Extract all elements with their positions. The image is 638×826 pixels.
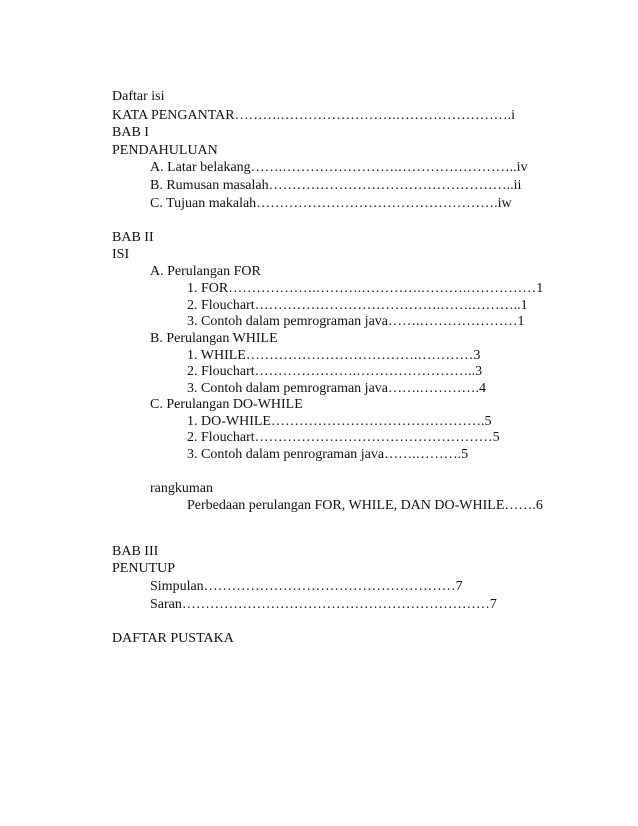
- toc-entry: Perbedaan perulangan FOR, WHILE, DAN DO-WHILE…….6: [187, 498, 543, 513]
- toc-entry: 3. Contoh dalam penrograman java…….……….5: [187, 447, 469, 462]
- daftar-pustaka: DAFTAR PUSTAKA: [112, 631, 234, 646]
- toc-entry: 1. WHILE……………………………….…………3: [187, 348, 481, 363]
- toc-entry: 3. Contoh dalam pemrograman java…….………….4: [187, 381, 486, 396]
- bab-1-title: PENDAHULUAN: [112, 143, 218, 158]
- toc-entry: Simpulan………………………………………………7: [150, 579, 463, 594]
- toc-entry: 1. FOR……………….……….………….……….……………1: [187, 281, 544, 296]
- bab-2-label: BAB II: [112, 230, 154, 245]
- bab-3-title: PENUTUP: [112, 561, 176, 576]
- toc-entry: 3. Contoh dalam pemrograman java…….…………………1: [187, 314, 525, 329]
- toc-entry: A. Latar belakang…….…………………….……………………..iv: [150, 160, 528, 175]
- toc-entry: C. Tujuan makalah…………………………………………….iw: [150, 196, 512, 211]
- section-title: C. Perulangan DO-WHILE: [150, 397, 303, 412]
- toc-entry: Saran…………………………………………………………7: [150, 597, 497, 612]
- toc-entry: 2. Flouchart………………………………….…….………..1: [187, 298, 528, 313]
- toc-entry-kata-pengantar: KATA PENGANTAR……….…………………….…………………….i: [112, 108, 515, 123]
- section-title: B. Perulangan WHILE: [150, 331, 278, 346]
- bab-1-label: BAB I: [112, 125, 149, 140]
- toc-heading: Daftar isi: [112, 89, 165, 104]
- section-title: rangkuman: [150, 481, 213, 496]
- section-title: A. Perulangan FOR: [150, 264, 261, 279]
- bab-2-title: ISI: [112, 247, 130, 262]
- bab-3-label: BAB III: [112, 544, 159, 559]
- toc-entry: 1. DO-WHILE……………………………………….5: [187, 414, 492, 429]
- toc-entry: 2. Flouchart………………….……………………..3: [187, 364, 483, 379]
- toc-entry: B. Rumusan masalah……………………………………………..ii: [150, 178, 522, 193]
- toc-entry: 2. Flouchart……………………………………………5: [187, 430, 500, 445]
